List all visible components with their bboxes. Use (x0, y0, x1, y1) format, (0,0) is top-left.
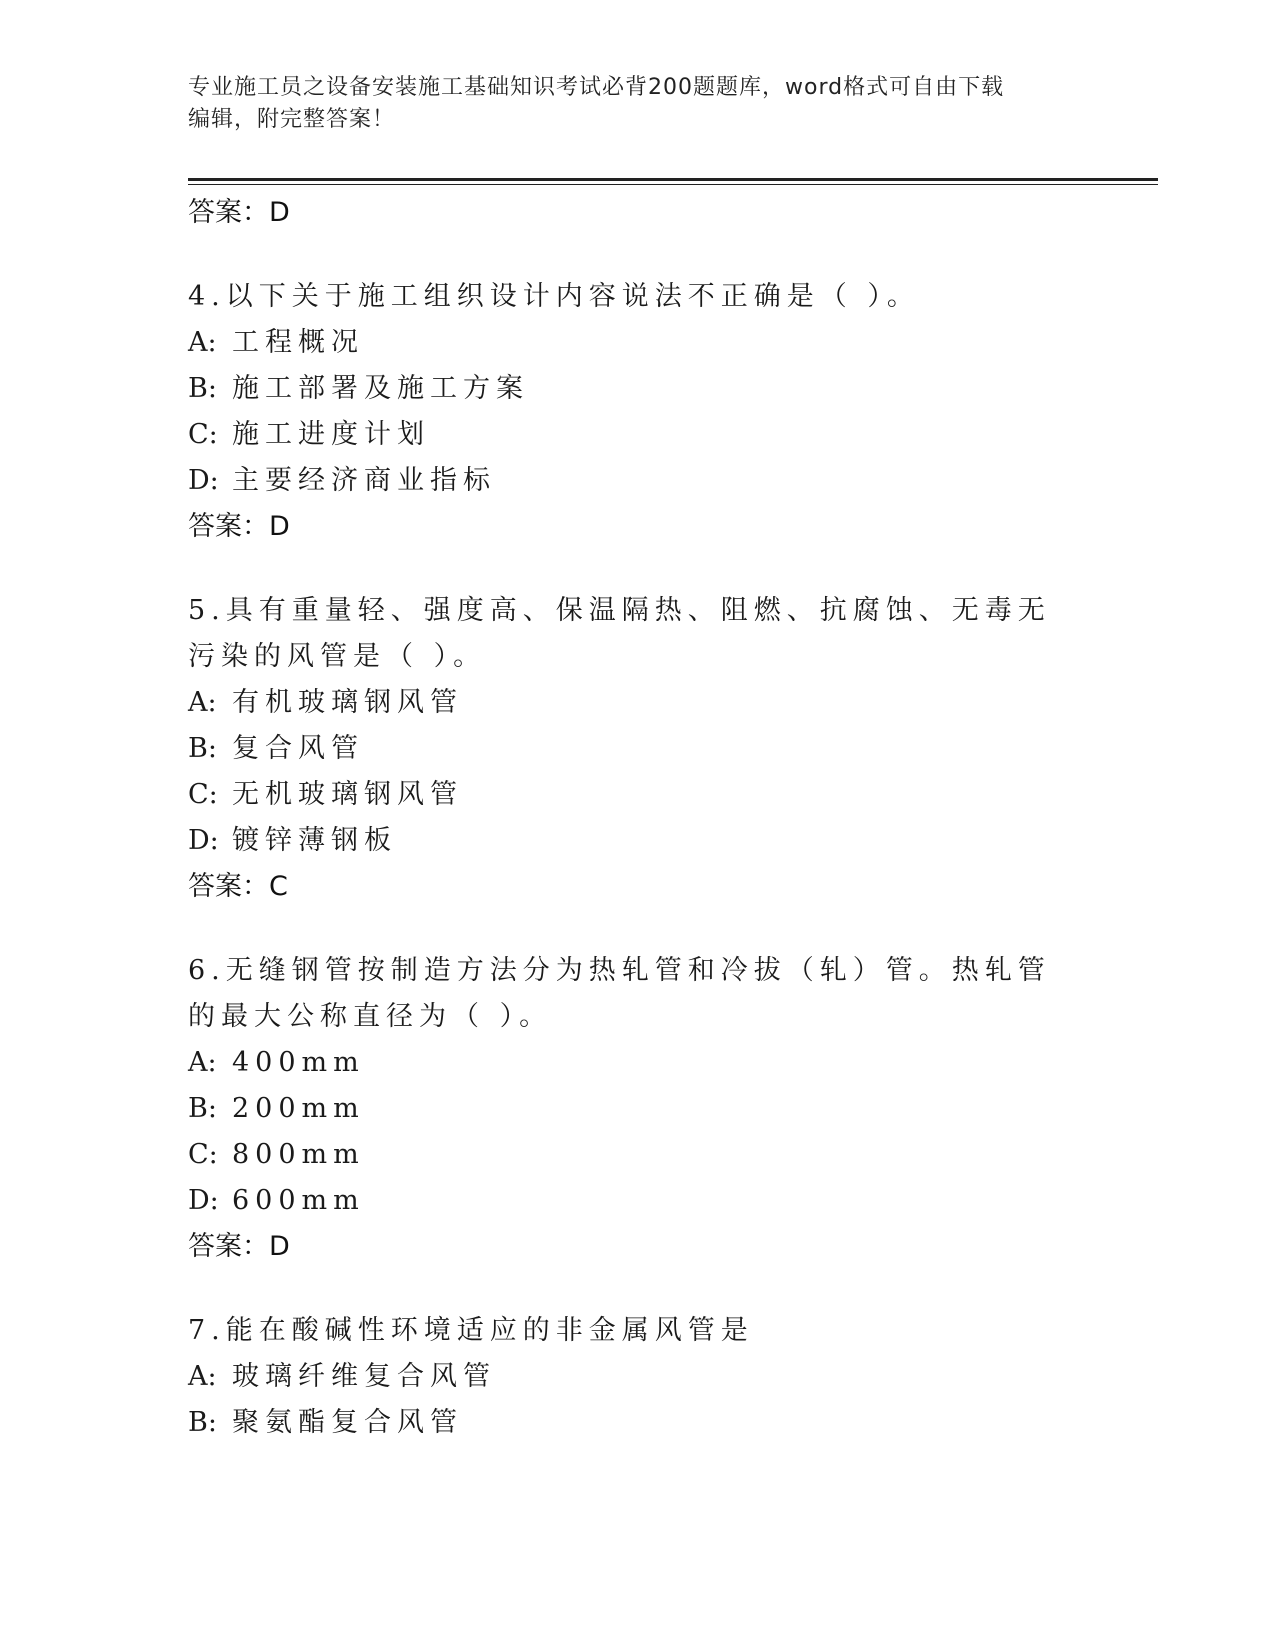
header-rule-thick (188, 178, 1158, 181)
option-letter: C: (188, 779, 218, 810)
option-text: 无机玻璃钢风管 (232, 779, 463, 810)
option-text: 施工部署及施工方案 (232, 373, 529, 404)
option-text: 工程概况 (232, 327, 364, 358)
question-list (188, 190, 1068, 1446)
option-c (188, 1132, 1068, 1178)
option-text: 复合风管 (232, 733, 364, 764)
option-letter: C: (188, 419, 218, 450)
question-stem: 5.具有重量轻、强度高、保温隔热、阻燃、抗腐蚀、无毒无污染的风管是（ ）。 (188, 595, 1051, 672)
option-a (188, 1040, 1068, 1086)
option-letter: B: (188, 733, 217, 764)
option-letter: A: (188, 1047, 217, 1078)
option-letter: A: (188, 687, 217, 718)
option-text: 600mm (232, 1185, 365, 1216)
header-rule-thin (188, 184, 1158, 185)
option-letter: A: (188, 1361, 217, 1392)
option-letter: D: (188, 825, 219, 856)
answer: 答案：D (188, 1231, 290, 1262)
question-stem: 7.能在酸碱性环境适应的非金属风管是 (188, 1315, 754, 1346)
question-6 (188, 948, 1068, 1270)
option-text: 镀锌薄钢板 (232, 825, 397, 856)
option-text: 有机玻璃钢风管 (232, 687, 463, 718)
option-d (188, 458, 1068, 504)
option-c (188, 772, 1068, 818)
option-letter: B: (188, 1407, 217, 1438)
option-letter: D: (188, 1185, 219, 1216)
answer: 答案：D (188, 511, 290, 542)
header-line-1: 专业施工员之设备安装施工基础知识考试必背200题题库，word格式可自由下载 (188, 75, 1005, 100)
previous-answer: 答案：D (188, 197, 290, 228)
option-text: 400mm (232, 1047, 365, 1078)
option-b (188, 366, 1068, 412)
option-a (188, 320, 1068, 366)
option-a (188, 1354, 1068, 1400)
option-letter: B: (188, 373, 217, 404)
answer: 答案：C (188, 871, 288, 902)
option-letter: C: (188, 1139, 218, 1170)
option-text: 200mm (232, 1093, 365, 1124)
option-text: 800mm (232, 1139, 365, 1170)
question-stem: 6.无缝钢管按制造方法分为热轧管和冷拔（轧）管。热轧管的最大公称直径为（ ）。 (188, 955, 1051, 1032)
question-stem: 4.以下关于施工组织设计内容说法不正确是（ ）。 (188, 281, 920, 312)
option-d (188, 818, 1068, 864)
option-letter: B: (188, 1093, 217, 1124)
option-b (188, 726, 1068, 772)
option-a (188, 680, 1068, 726)
option-text: 主要经济商业指标 (232, 465, 496, 496)
option-text: 施工进度计划 (232, 419, 430, 450)
option-c (188, 412, 1068, 458)
option-letter: A: (188, 327, 217, 358)
option-b (188, 1086, 1068, 1132)
option-text: 聚氨酯复合风管 (232, 1407, 463, 1438)
question-5 (188, 588, 1068, 910)
question-7 (188, 1308, 1068, 1446)
option-letter: D: (188, 465, 219, 496)
document-header (188, 72, 1068, 136)
option-b (188, 1400, 1068, 1446)
question-4 (188, 274, 1068, 550)
option-text: 玻璃纤维复合风管 (232, 1361, 496, 1392)
option-d (188, 1178, 1068, 1224)
header-line-2: 编辑，附完整答案！ (188, 107, 396, 132)
